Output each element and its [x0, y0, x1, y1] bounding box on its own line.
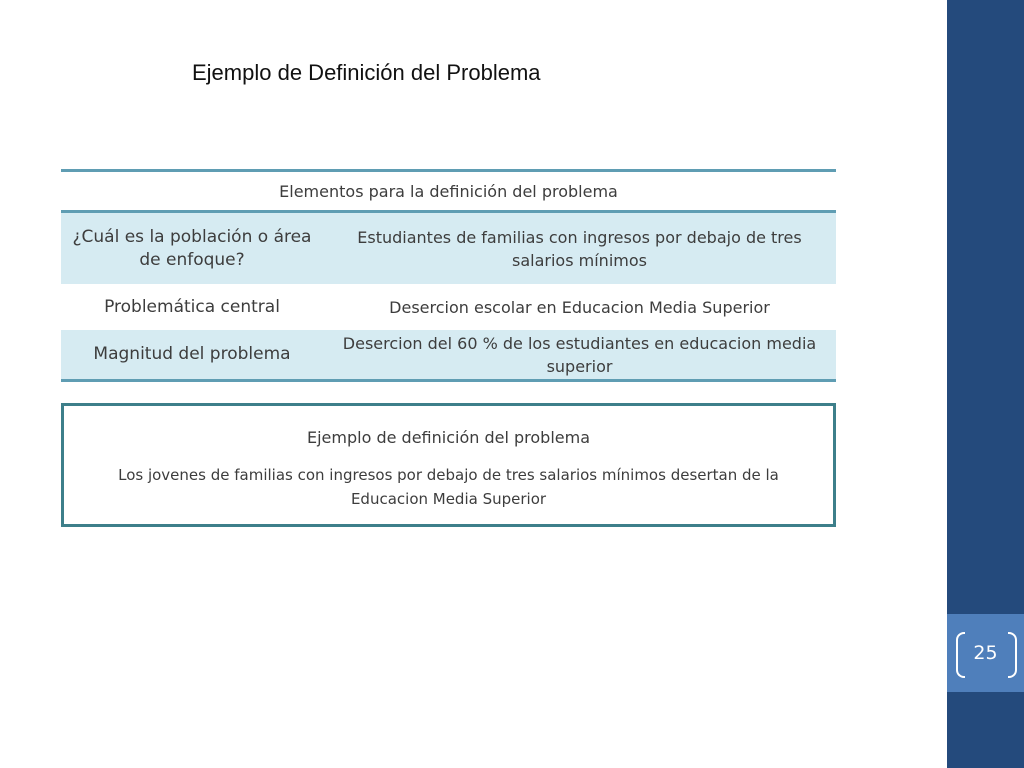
- row-value: Desercion del 60 % de los estudiantes en educacion media superior: [342, 333, 817, 376]
- table-row: [61, 330, 836, 379]
- row-value: Estudiantes de familias con ingresos por debajo de tres salarios mínimos: [357, 227, 802, 270]
- example-box: [61, 403, 836, 527]
- row-label: Problemática central: [104, 296, 280, 317]
- elements-table: [61, 169, 836, 382]
- table-row: [61, 213, 836, 284]
- example-heading: Ejemplo de definición del problema: [306, 428, 590, 447]
- row-value: Desercion escolar en Educacion Media Superior: [389, 297, 770, 317]
- slide-title: Ejemplo de Definición del Problema: [192, 60, 541, 85]
- row-label: Magnitud del problema: [93, 344, 291, 364]
- page-number-badge: [947, 614, 1024, 692]
- page-number: 25: [973, 642, 998, 664]
- row-label: ¿Cuál es la población o área de enfoque?: [72, 226, 312, 270]
- right-bracket-icon: [1008, 632, 1017, 678]
- example-text: Los jovenes de familias con ingresos por debajo de tres salarios mínimos desertan de la Educacion Media Superior: [118, 466, 779, 508]
- table-row: [61, 284, 836, 330]
- table-header: Elementos para la definición del problema: [61, 172, 836, 213]
